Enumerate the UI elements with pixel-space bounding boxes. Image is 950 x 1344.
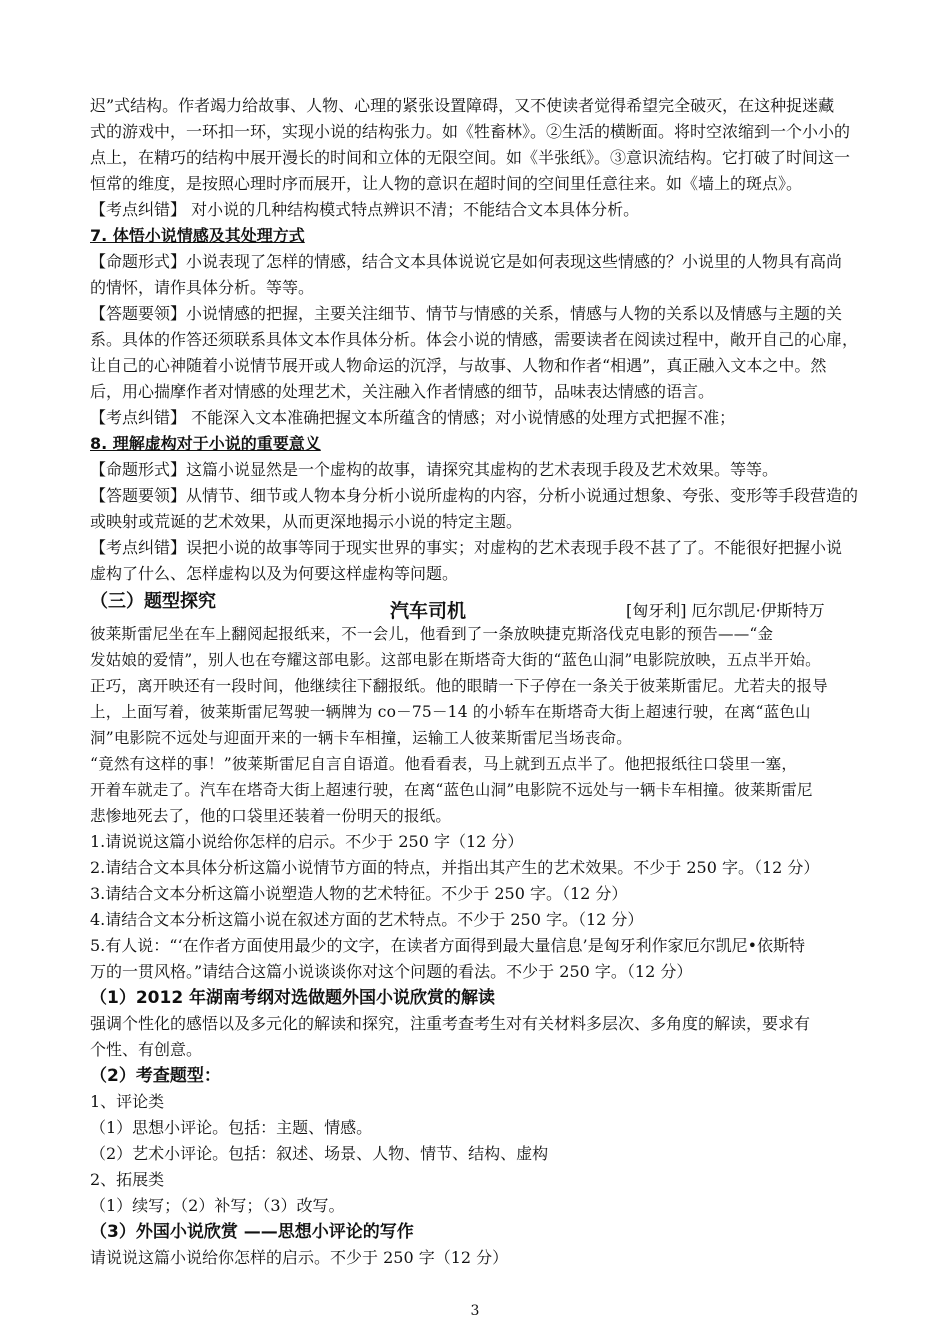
list-item: （1）续写；（2）补写；（3）改写。	[90, 1196, 345, 1215]
paragraph-line: 请说说这篇小说给你怎样的启示。不少于 250 字（12 分）	[90, 1248, 509, 1267]
section-heading-3: （三）题型探究	[90, 591, 216, 612]
subsection-heading-3: （3）外国小说欣赏 ——思想小评论的写作	[90, 1222, 414, 1242]
story-line: 上，上面写着，彼莱斯雷尼驾驶一辆牌为 co－75－14 的小轿车在斯塔奇大街上超速行驶，在离“蓝色山	[90, 703, 811, 721]
error-point-line: 【考点纠错】 对小说的几种结构模式特点辨识不清；不能结合文本具体分析。	[90, 200, 640, 219]
list-item: 2、拓展类	[90, 1170, 165, 1189]
question-item: 1.请说说这篇小说给你怎样的启示。不少于 250 字（12 分）	[90, 832, 524, 851]
paragraph-line: 后，用心揣摩作者对情感的处理艺术，关注融入作者情感的细节，品味表达情感的语言。	[90, 382, 715, 401]
paragraph-line: 【命题形式】小说表现了怎样的情感，结合文本具体说说它是如何表现这些情感的？小说里的人物具有高尚	[90, 252, 843, 271]
paragraph-line: 式的游戏中，一环扣一环，实现小说的结构张力。如《牲畜林》。②生活的横断面。将时空浓缩到一个小小的	[90, 122, 851, 141]
story-line: 洞”电影院不远处与迎面开来的一辆卡车相撞，运输工人彼莱斯雷尼当场丧命。	[90, 729, 632, 747]
question-item: 5.有人说：“‘在作者方面使用最少的文字，在读者方面得到最大量信息’是匈牙利作家厄尔凯尼•依斯特	[90, 936, 806, 955]
subsection-heading-2: （2）考查题型：	[90, 1066, 221, 1086]
story-line: 彼莱斯雷尼坐在车上翻阅起报纸来，不一会儿，他看到了一条放映捷克斯洛伐克电影的预告——“金	[90, 625, 774, 643]
question-item: 4.请结合文本分析这篇小说在叙述方面的艺术特点。不少于 250 字。（12 分）	[90, 910, 644, 929]
list-item: （2）艺术小评论。包括：叙述、场景、人物、情节、结构、虚构	[90, 1144, 549, 1163]
error-point-line: 【考点纠错】 不能深入文本准确把握文本所蕴含的情感；对小说情感的处理方式把握不准；	[90, 408, 736, 427]
story-line: “竟然有这样的事！”彼莱斯雷尼自言自语道。他看看表，马上就到五点半了。他把报纸往口袋里一塞，	[90, 755, 798, 773]
paragraph-line: 【考点纠错】误把小说的故事等同于现实世界的事实；对虚构的艺术表现手段不甚了了。不能很好把握小说	[90, 538, 843, 557]
paragraph-line: 【命题形式】这篇小说显然是一个虚构的故事，请探究其虚构的艺术表现手段及艺术效果。等等。	[90, 460, 779, 479]
story-title: 汽车司机	[390, 600, 467, 622]
paragraph-line: 的情怀，请作具体分析。等等。	[90, 278, 315, 297]
paragraph-line: 让自己的心神随着小说情节展开或人物命运的沉浮，与故事、人物和作者“相遇”，真正融入文本之中。然	[90, 356, 827, 375]
paragraph-line: 恒常的维度，是按照心理时序而展开，让人物的意识在超时间的空间里任意往来。如《墙上的斑点》。	[90, 174, 803, 193]
story-line: 开着车就走了。汽车在塔奇大街上超速行驶，在离“蓝色山洞”电影院不远处与一辆卡车相撞。彼莱斯雷尼	[90, 781, 813, 799]
paragraph-line: 【答题要领】从情节、细节或人物本身分析小说所虚构的内容，分析小说通过想象、夸张、变形等手段营造的	[90, 486, 859, 505]
paragraph-line: 迟”式结构。作者竭力给故事、人物、心理的紧张设置障碍，又不使读者觉得希望完全破灭，在这种捉迷藏	[90, 96, 835, 115]
paragraph-line: 【答题要领】小说情感的把握，主要关注细节、情节与情感的关系，情感与人物的关系以及情感与主题的关	[90, 304, 843, 323]
list-item: （1）思想小评论。包括：主题、情感。	[90, 1118, 373, 1137]
question-item: 2.请结合文本具体分析这篇小说情节方面的特点，并指出其产生的艺术效果。不少于 250 字。（12 分）	[90, 858, 820, 877]
section-heading-8: 8. 理解虚构对于小说的重要意义	[90, 434, 321, 453]
paragraph-line: 虚构了什么、怎样虚构以及为何要这样虚构等问题。	[90, 564, 459, 583]
list-item: 1、评论类	[90, 1092, 165, 1111]
question-item: 万的一贯风格。”请结合这篇小说谈谈你对这个问题的看法。不少于 250 字。（12 分）	[90, 962, 693, 981]
story-author: [匈牙利] 厄尔凯尼·伊斯特万	[626, 601, 825, 620]
paragraph-line: 个性、有创意。	[90, 1040, 203, 1059]
section-heading-7: 7. 体悟小说情感及其处理方式	[90, 226, 305, 245]
paragraph-line: 系。具体的作答还须联系具体文本作具体分析。体会小说的情感，需要读者在阅读过程中，敞开自己的心扉，	[90, 330, 859, 349]
story-line: 正巧，离开映还有一段时间，他继续往下翻报纸。他的眼睛一下子停在一条关于彼莱斯雷尼。尤若夫的报导	[90, 677, 828, 695]
subsection-heading-1: （1）2012 年湖南考纲对选做题外国小说欣赏的解读	[90, 988, 496, 1008]
question-item: 3.请结合文本分析这篇小说塑造人物的艺术特征。不少于 250 字。（12 分）	[90, 884, 628, 903]
paragraph-line: 强调个性化的感悟以及多元化的解读和探究，注重考查考生对有关材料多层次、多角度的解读，要求有	[90, 1014, 811, 1033]
story-line: 发姑娘的爱情”，别人也在夸耀这部电影。这部电影在斯塔奇大街的“蓝色山洞”电影院放映，五点半开始。	[90, 651, 821, 669]
paragraph-line: 点上，在精巧的结构中展开漫长的时间和立体的无限空间。如《半张纸》。③意识流结构。它打破了时间这一	[90, 148, 851, 167]
story-line: 悲惨地死去了，他的口袋里还装着一份明天的报纸。	[90, 807, 452, 825]
page-number: 3	[470, 1303, 480, 1319]
paragraph-line: 或映射或荒诞的艺术效果，从而更深地揭示小说的特定主题。	[90, 512, 523, 531]
